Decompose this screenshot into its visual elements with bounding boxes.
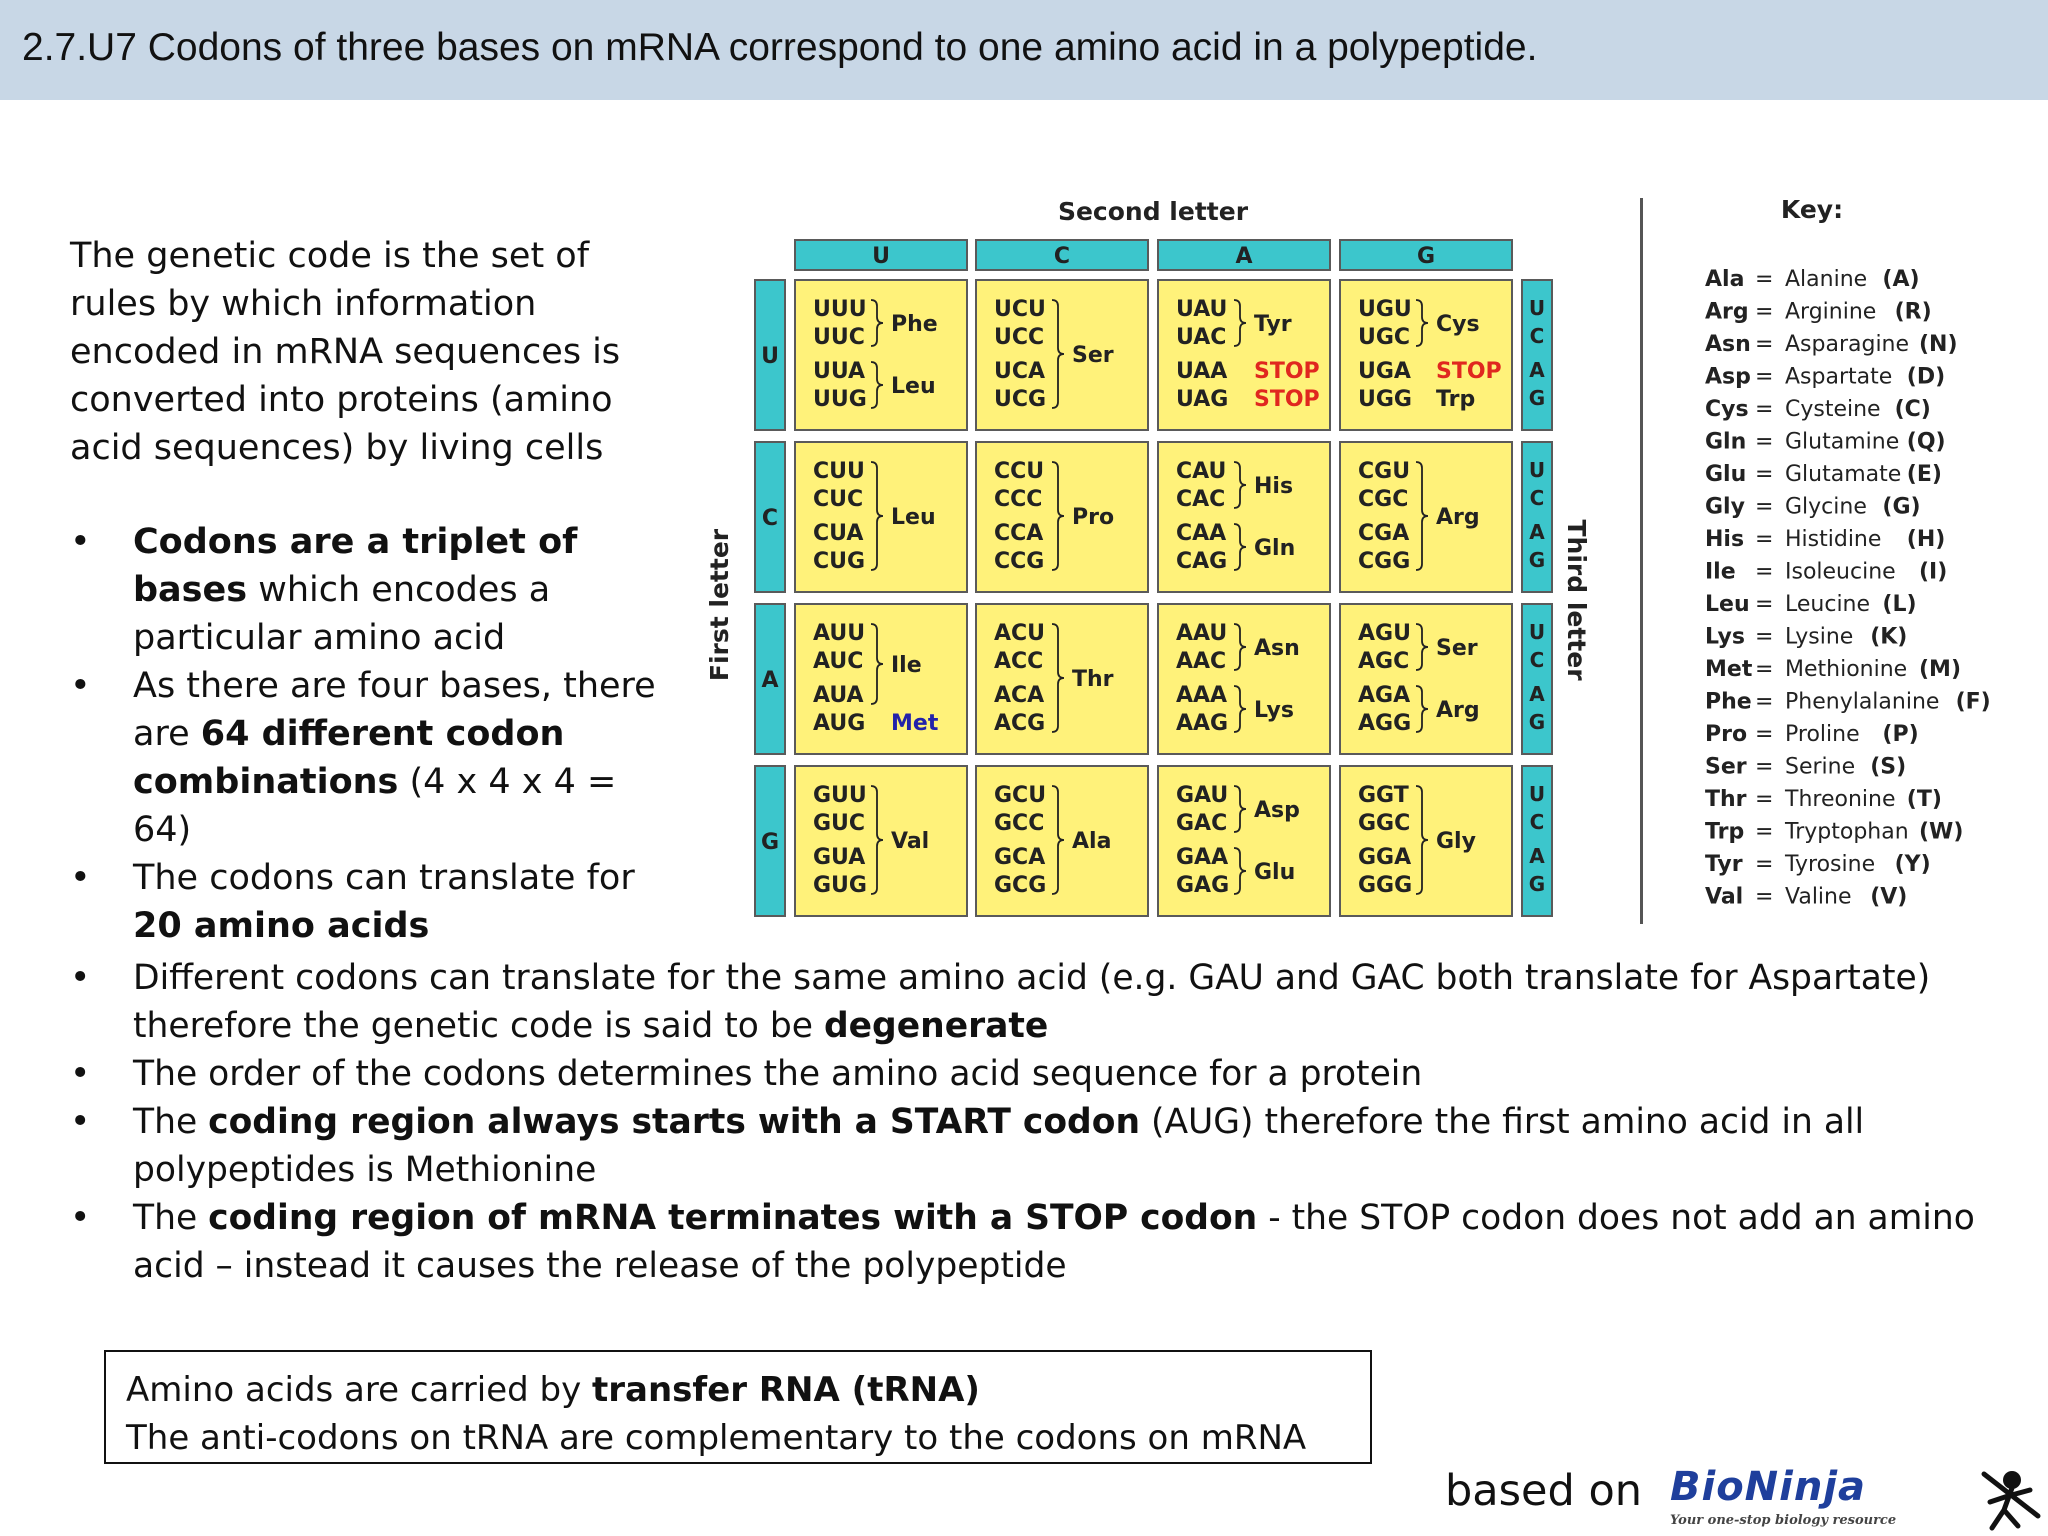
key-letter: (D) bbox=[1906, 364, 1946, 390]
bullet-dot: • bbox=[70, 1054, 91, 1094]
note-line-2: The anti-codons on tRNA are complementary to the codons on mRNA bbox=[126, 1418, 1307, 1458]
key-equals: = bbox=[1755, 299, 1774, 325]
key-equals: = bbox=[1755, 852, 1774, 877]
codon-label: UGC bbox=[1358, 325, 1411, 350]
amino-acid-label: Gly bbox=[1436, 829, 1476, 854]
codon-label: GAA bbox=[1176, 845, 1229, 870]
key-letter: (C) bbox=[1894, 397, 1931, 422]
key-equals: = bbox=[1755, 657, 1774, 682]
text: (AUG) therefore the first amino acid in all polypeptides is Methionine bbox=[133, 1102, 1865, 1190]
key-letter: (E) bbox=[1906, 462, 1942, 487]
codon-label: CCU bbox=[994, 459, 1045, 484]
base-label: C bbox=[1529, 324, 1545, 348]
codon-label: CAC bbox=[1176, 487, 1226, 512]
text: Different codons can translate for the same amino acid (e.g. GAU and GAC both translate for Aspartate) therefore the genetic code is said to be bbox=[133, 958, 1931, 1046]
codon-label: CAA bbox=[1176, 521, 1227, 546]
text: The bbox=[133, 1102, 209, 1142]
codon-label: UAC bbox=[1176, 325, 1227, 350]
bullet-dot: • bbox=[70, 1102, 91, 1142]
key-points-list bbox=[70, 518, 670, 950]
bold-text: coding region of mRNA terminates with a STOP codon bbox=[208, 1198, 1258, 1238]
key-equals: = bbox=[1755, 754, 1774, 780]
key-name: Threonine bbox=[1785, 787, 1896, 812]
base-label: G bbox=[1528, 710, 1546, 734]
codon-label: UGA bbox=[1358, 359, 1411, 384]
base-label: U bbox=[1528, 458, 1546, 482]
key-letter: (P) bbox=[1882, 722, 1919, 747]
codon-label: UGG bbox=[1358, 387, 1412, 412]
key-letter: (S) bbox=[1870, 754, 1907, 780]
key-abbreviation: Pro bbox=[1705, 722, 1748, 747]
key-letter: (W) bbox=[1919, 819, 1964, 845]
stop-codon-label: STOP bbox=[1436, 359, 1502, 384]
key-abbreviation: Thr bbox=[1705, 787, 1747, 812]
codon-label: GCU bbox=[994, 783, 1047, 808]
key-name: Alanine bbox=[1785, 267, 1868, 292]
codon-label: GCG bbox=[994, 873, 1047, 898]
amino-acid-label: Asn bbox=[1254, 636, 1300, 661]
base-label: A bbox=[1529, 682, 1545, 706]
bullet-dot: • bbox=[70, 1198, 91, 1238]
amino-acid-label: Ser bbox=[1436, 636, 1478, 661]
codon-label: CUU bbox=[813, 459, 865, 484]
key-abbreviation: Glu bbox=[1705, 462, 1747, 487]
key-abbreviation: Asp bbox=[1705, 364, 1751, 390]
key-letter: (Q) bbox=[1906, 429, 1946, 455]
codon-label: CGG bbox=[1358, 549, 1411, 574]
key-name: Cysteine bbox=[1785, 397, 1881, 422]
codon-label: CCC bbox=[994, 487, 1043, 512]
bold-text: transfer RNA (tRNA) bbox=[592, 1370, 980, 1410]
codon-label: GCA bbox=[994, 845, 1046, 870]
codon-label: ACA bbox=[994, 683, 1045, 708]
codon-label: AAG bbox=[1176, 711, 1229, 736]
codon-label: AGC bbox=[1358, 649, 1410, 674]
base-label: U bbox=[761, 344, 779, 369]
logo-tagline: Your one-stop biology resource bbox=[1670, 1513, 1897, 1528]
key-name: Isoleucine bbox=[1785, 559, 1896, 585]
codon-label: GUC bbox=[813, 811, 866, 836]
stop-codon-label: STOP bbox=[1254, 387, 1320, 412]
key-letter: (N) bbox=[1919, 332, 1958, 357]
intro-paragraph: The genetic code is the set of rules by which information encoded in mRNA sequences is converted into proteins (amino acid sequences) by living cells bbox=[70, 236, 621, 468]
codon-label: ACG bbox=[994, 711, 1046, 736]
text: - the STOP codon does not add an amino acid – instead it causes the release of the polypeptide bbox=[133, 1198, 1975, 1286]
amino-acid-label: Ser bbox=[1072, 343, 1114, 368]
key-letter: (K) bbox=[1870, 624, 1908, 650]
list-item bbox=[70, 662, 670, 854]
key-equals: = bbox=[1755, 819, 1774, 845]
key-name: Leucine bbox=[1785, 592, 1871, 617]
base-label: C bbox=[1053, 244, 1071, 269]
key-name: Phenylalanine bbox=[1785, 689, 1940, 715]
amino-acid-label: Arg bbox=[1436, 505, 1480, 530]
codon-label: UCA bbox=[994, 359, 1046, 384]
key-letter: (L) bbox=[1882, 592, 1917, 617]
amino-acid-label: Thr bbox=[1072, 667, 1114, 692]
bullet-dot: • bbox=[70, 666, 91, 706]
amino-acid-label: Gln bbox=[1254, 536, 1296, 561]
base-label: G bbox=[1528, 548, 1546, 572]
amino-acid-label: Asp bbox=[1254, 798, 1300, 823]
text: The bbox=[133, 1198, 209, 1238]
codon-label: CCG bbox=[994, 549, 1045, 574]
amino-acid-label: Arg bbox=[1436, 698, 1480, 723]
codon-label: UUU bbox=[813, 297, 867, 322]
key-abbreviation: Arg bbox=[1705, 299, 1749, 325]
bioninja-logo bbox=[1664, 1462, 2044, 1532]
key-name: Histidine bbox=[1785, 527, 1882, 552]
codon-label: CUA bbox=[813, 521, 864, 546]
key-equals: = bbox=[1755, 494, 1774, 520]
codon-label: CUG bbox=[813, 549, 866, 574]
amino-acid-label: Leu bbox=[891, 505, 936, 530]
codon-label: GUU bbox=[813, 783, 867, 808]
key-name: Valine bbox=[1785, 884, 1852, 910]
start-codon-label: Met bbox=[891, 711, 939, 736]
ninja-icon bbox=[1984, 1471, 2038, 1528]
codon-label: AGA bbox=[1358, 683, 1411, 708]
base-label: A bbox=[1235, 244, 1253, 269]
codon-label: GGC bbox=[1358, 811, 1411, 836]
key-title: Key: bbox=[1780, 195, 1844, 224]
codon-label: CAU bbox=[1176, 459, 1227, 484]
codon-label: ACC bbox=[994, 649, 1044, 674]
key-name: Glutamate bbox=[1785, 462, 1902, 487]
codon-label: GUG bbox=[813, 873, 867, 898]
credit-text: based on bbox=[1445, 1466, 1643, 1516]
base-label: U bbox=[1528, 782, 1546, 806]
codon-label: CGU bbox=[1358, 459, 1411, 484]
key-equals: = bbox=[1755, 462, 1774, 487]
amino-acid-label: Ala bbox=[1072, 829, 1112, 854]
key-letter: (R) bbox=[1894, 299, 1932, 325]
codon-label: UUC bbox=[813, 325, 865, 350]
key-abbreviation: Phe bbox=[1705, 689, 1752, 715]
base-label: U bbox=[872, 244, 890, 269]
key-name: Serine bbox=[1785, 754, 1856, 780]
key-abbreviation: Cys bbox=[1705, 397, 1749, 422]
key-letter: (A) bbox=[1882, 267, 1920, 292]
codon-label: AUC bbox=[813, 649, 864, 674]
logo-wordmark: BioNinja bbox=[1670, 1464, 1867, 1510]
base-label: A bbox=[761, 668, 779, 693]
bullet-dot: • bbox=[70, 958, 91, 998]
list-item bbox=[70, 1098, 2010, 1194]
key-name: Aspartate bbox=[1785, 364, 1893, 390]
bold-text: 20 amino acids bbox=[133, 906, 430, 946]
key-equals: = bbox=[1755, 689, 1774, 715]
codon-label: CGC bbox=[1358, 487, 1409, 512]
codon-label: AGU bbox=[1358, 621, 1411, 646]
codon-label: GAC bbox=[1176, 811, 1228, 836]
codon-label: GAG bbox=[1176, 873, 1230, 898]
key-equals: = bbox=[1755, 787, 1774, 812]
list-item bbox=[70, 1050, 2010, 1098]
key-equals: = bbox=[1755, 722, 1774, 747]
key-abbreviation: Gly bbox=[1705, 494, 1745, 520]
codon-label: UAA bbox=[1176, 359, 1228, 384]
bold-text: degenerate bbox=[823, 1006, 1049, 1046]
amino-acid-label: Cys bbox=[1436, 312, 1480, 337]
trna-note-box bbox=[104, 1350, 1372, 1464]
key-abbreviation: Ile bbox=[1705, 559, 1736, 585]
amino-acid-label: Tyr bbox=[1254, 312, 1292, 337]
base-label: U bbox=[1528, 296, 1546, 320]
text: (4 x 4 x 4 = 64) bbox=[133, 762, 617, 850]
codon-label: UCC bbox=[994, 325, 1045, 350]
key-abbreviation: Ser bbox=[1705, 754, 1747, 780]
key-abbreviation: Asn bbox=[1705, 332, 1751, 357]
base-label: A bbox=[1529, 358, 1545, 382]
key-name: Tryptophan bbox=[1785, 819, 1909, 845]
key-abbreviation: Val bbox=[1705, 884, 1744, 910]
key-equals: = bbox=[1755, 267, 1774, 292]
key-name: Methionine bbox=[1785, 657, 1908, 682]
codon-label: GGT bbox=[1358, 783, 1409, 808]
bullet-dot: • bbox=[70, 858, 91, 898]
third-letter-label: Third letter bbox=[1562, 519, 1591, 681]
codon-label: UCU bbox=[994, 297, 1046, 322]
base-label: G bbox=[1528, 872, 1546, 896]
base-label: A bbox=[1529, 520, 1545, 544]
key-equals: = bbox=[1755, 364, 1774, 390]
codon-label: AUG bbox=[813, 711, 866, 736]
base-label: U bbox=[1528, 620, 1546, 644]
codon-label: UGU bbox=[1358, 297, 1412, 322]
key-abbreviation: Ala bbox=[1705, 267, 1745, 292]
amino-acid-label: Val bbox=[891, 829, 930, 854]
amino-acid-label: Phe bbox=[891, 312, 938, 337]
genetic-code-table bbox=[700, 190, 1680, 930]
amino-acid-label: Leu bbox=[891, 374, 936, 399]
key-abbreviation: Met bbox=[1705, 657, 1753, 682]
key-letter: (G) bbox=[1882, 494, 1921, 520]
codon-label: UAU bbox=[1176, 297, 1228, 322]
codon-label: AAU bbox=[1176, 621, 1228, 646]
key-equals: = bbox=[1755, 429, 1774, 455]
amino-acid-label: Ile bbox=[891, 653, 922, 678]
codon-label: UAG bbox=[1176, 387, 1229, 412]
codon-label: CGA bbox=[1358, 521, 1410, 546]
codon-label: UUG bbox=[813, 387, 867, 412]
text: The codons can translate for bbox=[133, 858, 635, 898]
key-abbreviation: His bbox=[1705, 527, 1745, 552]
base-label: G bbox=[1528, 386, 1546, 410]
codon-label: GCC bbox=[994, 811, 1045, 836]
key-equals: = bbox=[1755, 559, 1774, 585]
base-label: C bbox=[1529, 648, 1545, 672]
list-item bbox=[70, 1194, 2010, 1290]
codon-label: GUA bbox=[813, 845, 866, 870]
base-label: G bbox=[760, 830, 780, 855]
codon-label: GAU bbox=[1176, 783, 1229, 808]
key-abbreviation: Lys bbox=[1705, 624, 1745, 650]
key-name: Arginine bbox=[1785, 299, 1877, 325]
key-name: Asparagine bbox=[1785, 332, 1910, 357]
base-label: C bbox=[1529, 486, 1545, 510]
text: which encodes a particular amino acid bbox=[133, 570, 551, 658]
key-equals: = bbox=[1755, 624, 1774, 650]
key-letter: (H) bbox=[1906, 527, 1946, 552]
key-abbreviation: Trp bbox=[1705, 819, 1745, 845]
base-label: C bbox=[761, 506, 779, 531]
list-item bbox=[70, 954, 2010, 1050]
key-letter: (V) bbox=[1870, 884, 1908, 910]
key-name: Glycine bbox=[1785, 494, 1867, 520]
bold-text: Codons are a triplet of bases bbox=[133, 522, 578, 610]
amino-acid-label: His bbox=[1254, 474, 1294, 499]
bold-text: coding region always starts with a START codon bbox=[208, 1102, 1141, 1142]
key-equals: = bbox=[1755, 527, 1774, 552]
amino-acid-label: Glu bbox=[1254, 860, 1296, 885]
codon-label: CAG bbox=[1176, 549, 1228, 574]
amino-acid-label: Trp bbox=[1436, 387, 1476, 412]
key-abbreviation: Gln bbox=[1705, 429, 1747, 455]
codon-label: ACU bbox=[994, 621, 1046, 646]
note-line-1 bbox=[126, 1366, 1350, 1414]
first-letter-label: First letter bbox=[705, 528, 734, 682]
amino-acid-key bbox=[1640, 190, 2040, 930]
key-name: Glutamine bbox=[1785, 429, 1900, 455]
codon-label: CCA bbox=[994, 521, 1044, 546]
page-title: 2.7.U7 Codons of three bases on mRNA correspond to one amino acid in a polypeptide. bbox=[22, 26, 1538, 69]
base-label: C bbox=[1529, 810, 1545, 834]
key-letter: (T) bbox=[1906, 787, 1942, 812]
details-list bbox=[70, 954, 2010, 1290]
text: The order of the codons determines the amino acid sequence for a protein bbox=[133, 1054, 1423, 1094]
key-equals: = bbox=[1755, 397, 1774, 422]
key-letter: (M) bbox=[1919, 657, 1962, 682]
text: As there are four bases, there are bbox=[133, 666, 656, 754]
key-letter: (I) bbox=[1919, 559, 1948, 585]
list-item bbox=[70, 518, 670, 662]
key-name: Tyrosine bbox=[1785, 852, 1876, 877]
codon-label: AUU bbox=[813, 621, 866, 646]
stop-codon-label: STOP bbox=[1254, 359, 1320, 384]
codon-label: AAC bbox=[1176, 649, 1227, 674]
base-label: A bbox=[1529, 844, 1545, 868]
key-abbreviation: Tyr bbox=[1705, 852, 1743, 877]
key-letter: (Y) bbox=[1894, 852, 1931, 877]
bold-text: 64 different codon combinations bbox=[133, 714, 565, 802]
key-letter: (F) bbox=[1955, 689, 1991, 715]
amino-acid-label: Lys bbox=[1254, 698, 1294, 723]
title-bar bbox=[0, 0, 2048, 100]
key-abbreviation: Leu bbox=[1705, 592, 1750, 617]
key-equals: = bbox=[1755, 332, 1774, 357]
text: Amino acids are carried by bbox=[126, 1370, 593, 1410]
bullet-dot: • bbox=[70, 522, 91, 562]
key-name: Lysine bbox=[1785, 624, 1854, 650]
codon-label: GGG bbox=[1358, 873, 1413, 898]
codon-label: AUA bbox=[813, 683, 864, 708]
codon-label: AGG bbox=[1358, 711, 1412, 736]
key-equals: = bbox=[1755, 592, 1774, 617]
key-equals: = bbox=[1755, 884, 1774, 910]
codon-label: AAA bbox=[1176, 683, 1228, 708]
codon-label: UCG bbox=[994, 387, 1047, 412]
amino-acid-label: Pro bbox=[1072, 505, 1115, 530]
codon-label: CUC bbox=[813, 487, 864, 512]
codon-label: GGA bbox=[1358, 845, 1412, 870]
base-label: G bbox=[1416, 244, 1436, 269]
key-name: Proline bbox=[1785, 722, 1860, 747]
list-item bbox=[70, 854, 670, 950]
codon-label: UUA bbox=[813, 359, 866, 384]
second-letter-label: Second letter bbox=[1057, 197, 1249, 226]
